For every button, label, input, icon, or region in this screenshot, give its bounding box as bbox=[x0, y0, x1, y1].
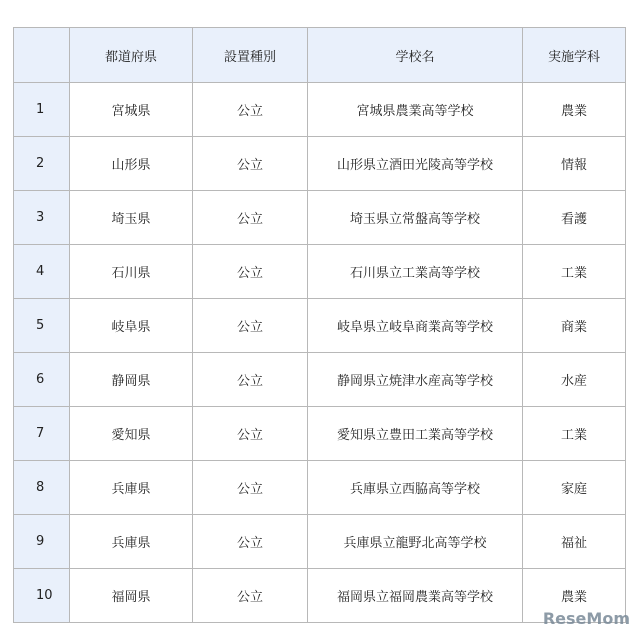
school-cell: 岐阜県立岐阜商業高等学校 bbox=[308, 299, 523, 353]
school-cell: 愛知県立豊田工業高等学校 bbox=[308, 407, 523, 461]
prefecture-cell: 静岡県 bbox=[70, 353, 193, 407]
type-cell: 公立 bbox=[193, 191, 308, 245]
table-row bbox=[14, 245, 626, 299]
header-row bbox=[14, 28, 626, 83]
department-cell: 水産 bbox=[523, 353, 626, 407]
school-cell: 石川県立工業高等学校 bbox=[308, 245, 523, 299]
type-cell: 公立 bbox=[193, 515, 308, 569]
school-cell: 兵庫県立西脇高等学校 bbox=[308, 461, 523, 515]
school-cell: 宮城県農業高等学校 bbox=[308, 83, 523, 137]
table-row bbox=[14, 515, 626, 569]
department-cell: 農業 bbox=[523, 569, 626, 623]
row-index: 5 bbox=[14, 299, 70, 353]
table-header bbox=[14, 28, 626, 83]
prefecture-cell: 岐阜県 bbox=[70, 299, 193, 353]
row-index: 1 bbox=[14, 83, 70, 137]
type-cell: 公立 bbox=[193, 245, 308, 299]
resemom-watermark-logo bbox=[543, 609, 630, 628]
type-cell: 公立 bbox=[193, 461, 308, 515]
row-index: 10 bbox=[14, 569, 70, 623]
table-row bbox=[14, 299, 626, 353]
prefecture-cell: 宮城県 bbox=[70, 83, 193, 137]
header-cell-department: 実施学科 bbox=[523, 28, 626, 83]
type-cell: 公立 bbox=[193, 83, 308, 137]
prefecture-cell: 石川県 bbox=[70, 245, 193, 299]
table-row bbox=[14, 461, 626, 515]
row-index: 8 bbox=[14, 461, 70, 515]
row-index: 9 bbox=[14, 515, 70, 569]
schools-table bbox=[13, 27, 626, 623]
type-cell: 公立 bbox=[193, 137, 308, 191]
prefecture-cell: 兵庫県 bbox=[70, 515, 193, 569]
watermark-text: ReseMom bbox=[542, 609, 630, 628]
header-cell-school: 学校名 bbox=[308, 28, 523, 83]
row-index: 7 bbox=[14, 407, 70, 461]
header-cell-type: 設置種別 bbox=[193, 28, 308, 83]
department-cell: 情報 bbox=[523, 137, 626, 191]
table-row bbox=[14, 191, 626, 245]
header-cell-prefecture: 都道府県 bbox=[70, 28, 193, 83]
prefecture-cell: 山形県 bbox=[70, 137, 193, 191]
table-row bbox=[14, 353, 626, 407]
prefecture-cell: 埼玉県 bbox=[70, 191, 193, 245]
department-cell: 工業 bbox=[523, 407, 626, 461]
table-row bbox=[14, 137, 626, 191]
prefecture-cell: 愛知県 bbox=[70, 407, 193, 461]
table-row bbox=[14, 569, 626, 623]
department-cell: 看護 bbox=[523, 191, 626, 245]
prefecture-cell: 福岡県 bbox=[70, 569, 193, 623]
school-cell: 山形県立酒田光陵高等学校 bbox=[308, 137, 523, 191]
type-cell: 公立 bbox=[193, 353, 308, 407]
school-cell: 埼玉県立常盤高等学校 bbox=[308, 191, 523, 245]
department-cell: 福祉 bbox=[523, 515, 626, 569]
school-cell: 兵庫県立龍野北高等学校 bbox=[308, 515, 523, 569]
department-cell: 農業 bbox=[523, 83, 626, 137]
type-cell: 公立 bbox=[193, 407, 308, 461]
department-cell: 家庭 bbox=[523, 461, 626, 515]
school-cell: 静岡県立焼津水産高等学校 bbox=[308, 353, 523, 407]
table-body bbox=[14, 83, 626, 623]
type-cell: 公立 bbox=[193, 299, 308, 353]
table-row bbox=[14, 83, 626, 137]
type-cell: 公立 bbox=[193, 569, 308, 623]
department-cell: 工業 bbox=[523, 245, 626, 299]
prefecture-cell: 兵庫県 bbox=[70, 461, 193, 515]
table-row bbox=[14, 407, 626, 461]
header-cell-index bbox=[14, 28, 70, 83]
row-index: 4 bbox=[14, 245, 70, 299]
row-index: 6 bbox=[14, 353, 70, 407]
department-cell: 商業 bbox=[523, 299, 626, 353]
row-index: 2 bbox=[14, 137, 70, 191]
school-cell: 福岡県立福岡農業高等学校 bbox=[308, 569, 523, 623]
row-index: 3 bbox=[14, 191, 70, 245]
